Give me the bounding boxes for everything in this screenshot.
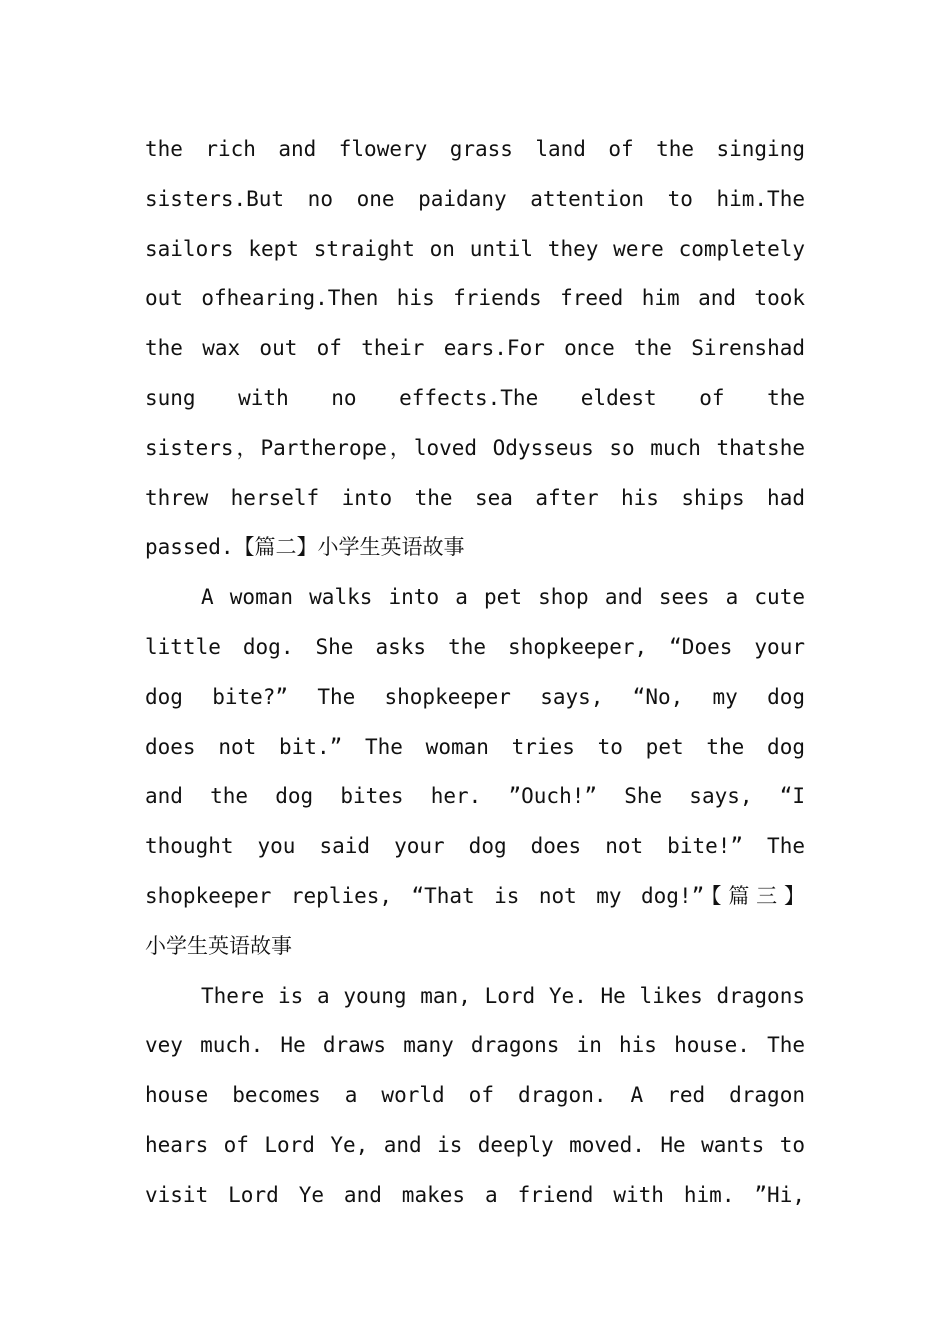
text-line: the wax out of their ears.For once the Sirenshad — [145, 336, 805, 361]
text-line: threw herself into the sea after his ships had — [145, 485, 805, 510]
text-line: thought you said your dog does not bite!” The — [145, 834, 805, 859]
paragraph-first-line: A woman walks into a pet shop and sees a cute — [201, 585, 805, 610]
text-line: does not bit.” The woman tries to pet the dog — [145, 734, 805, 759]
story-text-block — [145, 125, 805, 1221]
section-heading-line: passed.【篇二】小学生英语故事 — [145, 535, 465, 560]
text-line: sung with no effects.The eldest of the — [145, 385, 805, 410]
text-line: visit Lord Ye and makes a friend with him. ”Hi, — [145, 1182, 805, 1207]
text-line: sisters.But no one paidany attention to him.The — [145, 186, 805, 211]
section-heading-line: 小学生英语故事 — [145, 933, 292, 958]
text-line: out ofhearing.Then his friends freed him and took — [145, 286, 805, 311]
paragraph-first-line: There is a young man, Lord Ye. He likes dragons — [201, 983, 805, 1008]
text-line: little dog. She asks the shopkeeper, “Does your — [145, 634, 805, 659]
text-line: vey much. He draws many dragons in his house. The — [145, 1033, 805, 1058]
text-line: and the dog bites her. ”Ouch!” She says, “I — [145, 784, 805, 809]
text-line: sisters，Partherope，loved Odysseus so much thatshe — [145, 435, 805, 460]
text-line: dog bite?” The shopkeeper says, “No, my dog — [145, 684, 805, 709]
text-line: house becomes a world of dragon. A red dragon — [145, 1083, 805, 1108]
text-line: shopkeeper replies, “That is not my dog!”【篇三】 — [145, 883, 805, 908]
text-line: sailors kept straight on until they were completely — [145, 236, 805, 261]
text-line: the rich and flowery grass land of the singing — [145, 137, 805, 161]
text-line: hears of Lord Ye, and is deeply moved. He wants to — [145, 1132, 805, 1157]
